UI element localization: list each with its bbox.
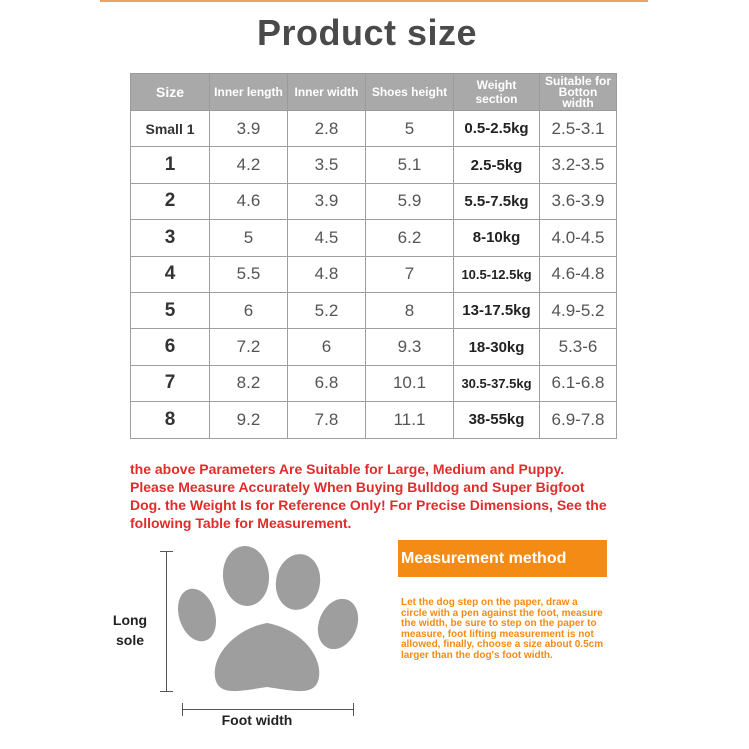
- cell-bottom-width: 5.3-6: [540, 329, 617, 365]
- cell-size: 5: [131, 292, 210, 328]
- cell-inner-length: 4.6: [210, 183, 288, 219]
- table-header-row: [131, 74, 617, 111]
- header-shoes-height: Shoes height: [366, 74, 454, 111]
- cell-size: Small 1: [131, 111, 210, 147]
- foot-width-left-tick: [182, 703, 183, 716]
- table-row: [131, 220, 617, 256]
- cell-size: 2: [131, 183, 210, 219]
- page-title: Product size: [256, 12, 478, 53]
- cell-shoes-height: 5.9: [366, 183, 454, 219]
- cell-inner-width: 3.5: [288, 147, 366, 183]
- cell-weight: 2.5-5kg: [454, 147, 540, 183]
- cell-inner-width: 6: [288, 329, 366, 365]
- cell-weight: 30.5-37.5kg: [454, 365, 540, 401]
- cell-shoes-height: 11.1: [366, 402, 454, 438]
- size-table: [130, 73, 617, 439]
- cell-inner-length: 3.9: [210, 111, 288, 147]
- cell-inner-width: 3.9: [288, 183, 366, 219]
- cell-size: 7: [131, 365, 210, 401]
- cell-inner-length: 8.2: [210, 365, 288, 401]
- cell-inner-length: 6: [210, 292, 288, 328]
- cell-bottom-width: 6.1-6.8: [540, 365, 617, 401]
- foot-width-label: Foot width: [221, 712, 293, 728]
- cell-shoes-height: 5.1: [366, 147, 454, 183]
- table-row: [131, 402, 617, 438]
- cell-bottom-width: 6.9-7.8: [540, 402, 617, 438]
- cell-bottom-width: 2.5-3.1: [540, 111, 617, 147]
- measurement-method-text: Let the dog step on the paper, draw a circle with a pen against the foot, measure the width, be sure to step on the paper to measure, foot lifting measurement is not allowed, finally, choose a size about 0.5cm larger than the dog's foot width.: [401, 597, 604, 661]
- cell-shoes-height: 9.3: [366, 329, 454, 365]
- cell-inner-length: 5.5: [210, 256, 288, 292]
- paw-toe-outer-right: [311, 593, 366, 655]
- paw-toe-outer-left: [172, 584, 223, 646]
- cell-bottom-width: 4.9-5.2: [540, 292, 617, 328]
- header-inner-length: Inner length: [210, 74, 288, 111]
- cell-bottom-width: 3.6-3.9: [540, 183, 617, 219]
- table-row: [131, 256, 617, 292]
- table-row: [131, 365, 617, 401]
- cell-shoes-height: 7: [366, 256, 454, 292]
- long-sole-label: Long sole: [112, 612, 148, 648]
- paw-toe-inner-left: [220, 545, 271, 608]
- measurement-method-heading: Measurement method: [398, 540, 607, 577]
- cell-size: 3: [131, 220, 210, 256]
- header-bottom-width: Suitable for Botton width: [540, 74, 617, 111]
- table-row: [131, 183, 617, 219]
- cell-inner-width: 5.2: [288, 292, 366, 328]
- table-row: [131, 329, 617, 365]
- cell-inner-length: 9.2: [210, 402, 288, 438]
- cell-weight: 18-30kg: [454, 329, 540, 365]
- cell-weight: 0.5-2.5kg: [454, 111, 540, 147]
- cell-inner-width: 7.8: [288, 402, 366, 438]
- cell-shoes-height: 8: [366, 292, 454, 328]
- cell-weight: 38-55kg: [454, 402, 540, 438]
- cell-shoes-height: 5: [366, 111, 454, 147]
- header-size: Size: [131, 74, 210, 111]
- cell-inner-width: 4.5: [288, 220, 366, 256]
- cell-bottom-width: 4.6-4.8: [540, 256, 617, 292]
- cell-shoes-height: 10.1: [366, 365, 454, 401]
- table-row: [131, 292, 617, 328]
- header-weight-section: Weight section: [454, 74, 540, 111]
- cell-size: 4: [131, 256, 210, 292]
- cell-inner-width: 6.8: [288, 365, 366, 401]
- cell-weight: 10.5-12.5kg: [454, 256, 540, 292]
- table-row: [131, 111, 617, 147]
- cell-inner-width: 2.8: [288, 111, 366, 147]
- top-divider: [100, 0, 648, 2]
- cell-inner-width: 4.8: [288, 256, 366, 292]
- cell-bottom-width: 4.0-4.5: [540, 220, 617, 256]
- paw-main-pad: [215, 623, 320, 691]
- cell-inner-length: 4.2: [210, 147, 288, 183]
- notice-text: the above Parameters Are Suitable for Large, Medium and Puppy. Please Measure Accurately When Buying Bulldog and Super Bigfoot Dog. the Weight Is for Reference Only! For Precise Dimensions, See the following Table for Measurement.: [130, 461, 607, 531]
- cell-size: 8: [131, 402, 210, 438]
- paw-print-icon: [150, 545, 380, 715]
- cell-size: 1: [131, 147, 210, 183]
- cell-inner-length: 7.2: [210, 329, 288, 365]
- cell-size: 6: [131, 329, 210, 365]
- paw-toe-inner-right: [271, 551, 324, 614]
- table-row: [131, 147, 617, 183]
- cell-bottom-width: 3.2-3.5: [540, 147, 617, 183]
- cell-inner-length: 5: [210, 220, 288, 256]
- cell-shoes-height: 6.2: [366, 220, 454, 256]
- cell-weight: 8-10kg: [454, 220, 540, 256]
- header-inner-width: Inner width: [288, 74, 366, 111]
- cell-weight: 13-17.5kg: [454, 292, 540, 328]
- foot-width-right-tick: [353, 703, 354, 716]
- foot-width-measure-line: [182, 709, 354, 710]
- cell-weight: 5.5-7.5kg: [454, 183, 540, 219]
